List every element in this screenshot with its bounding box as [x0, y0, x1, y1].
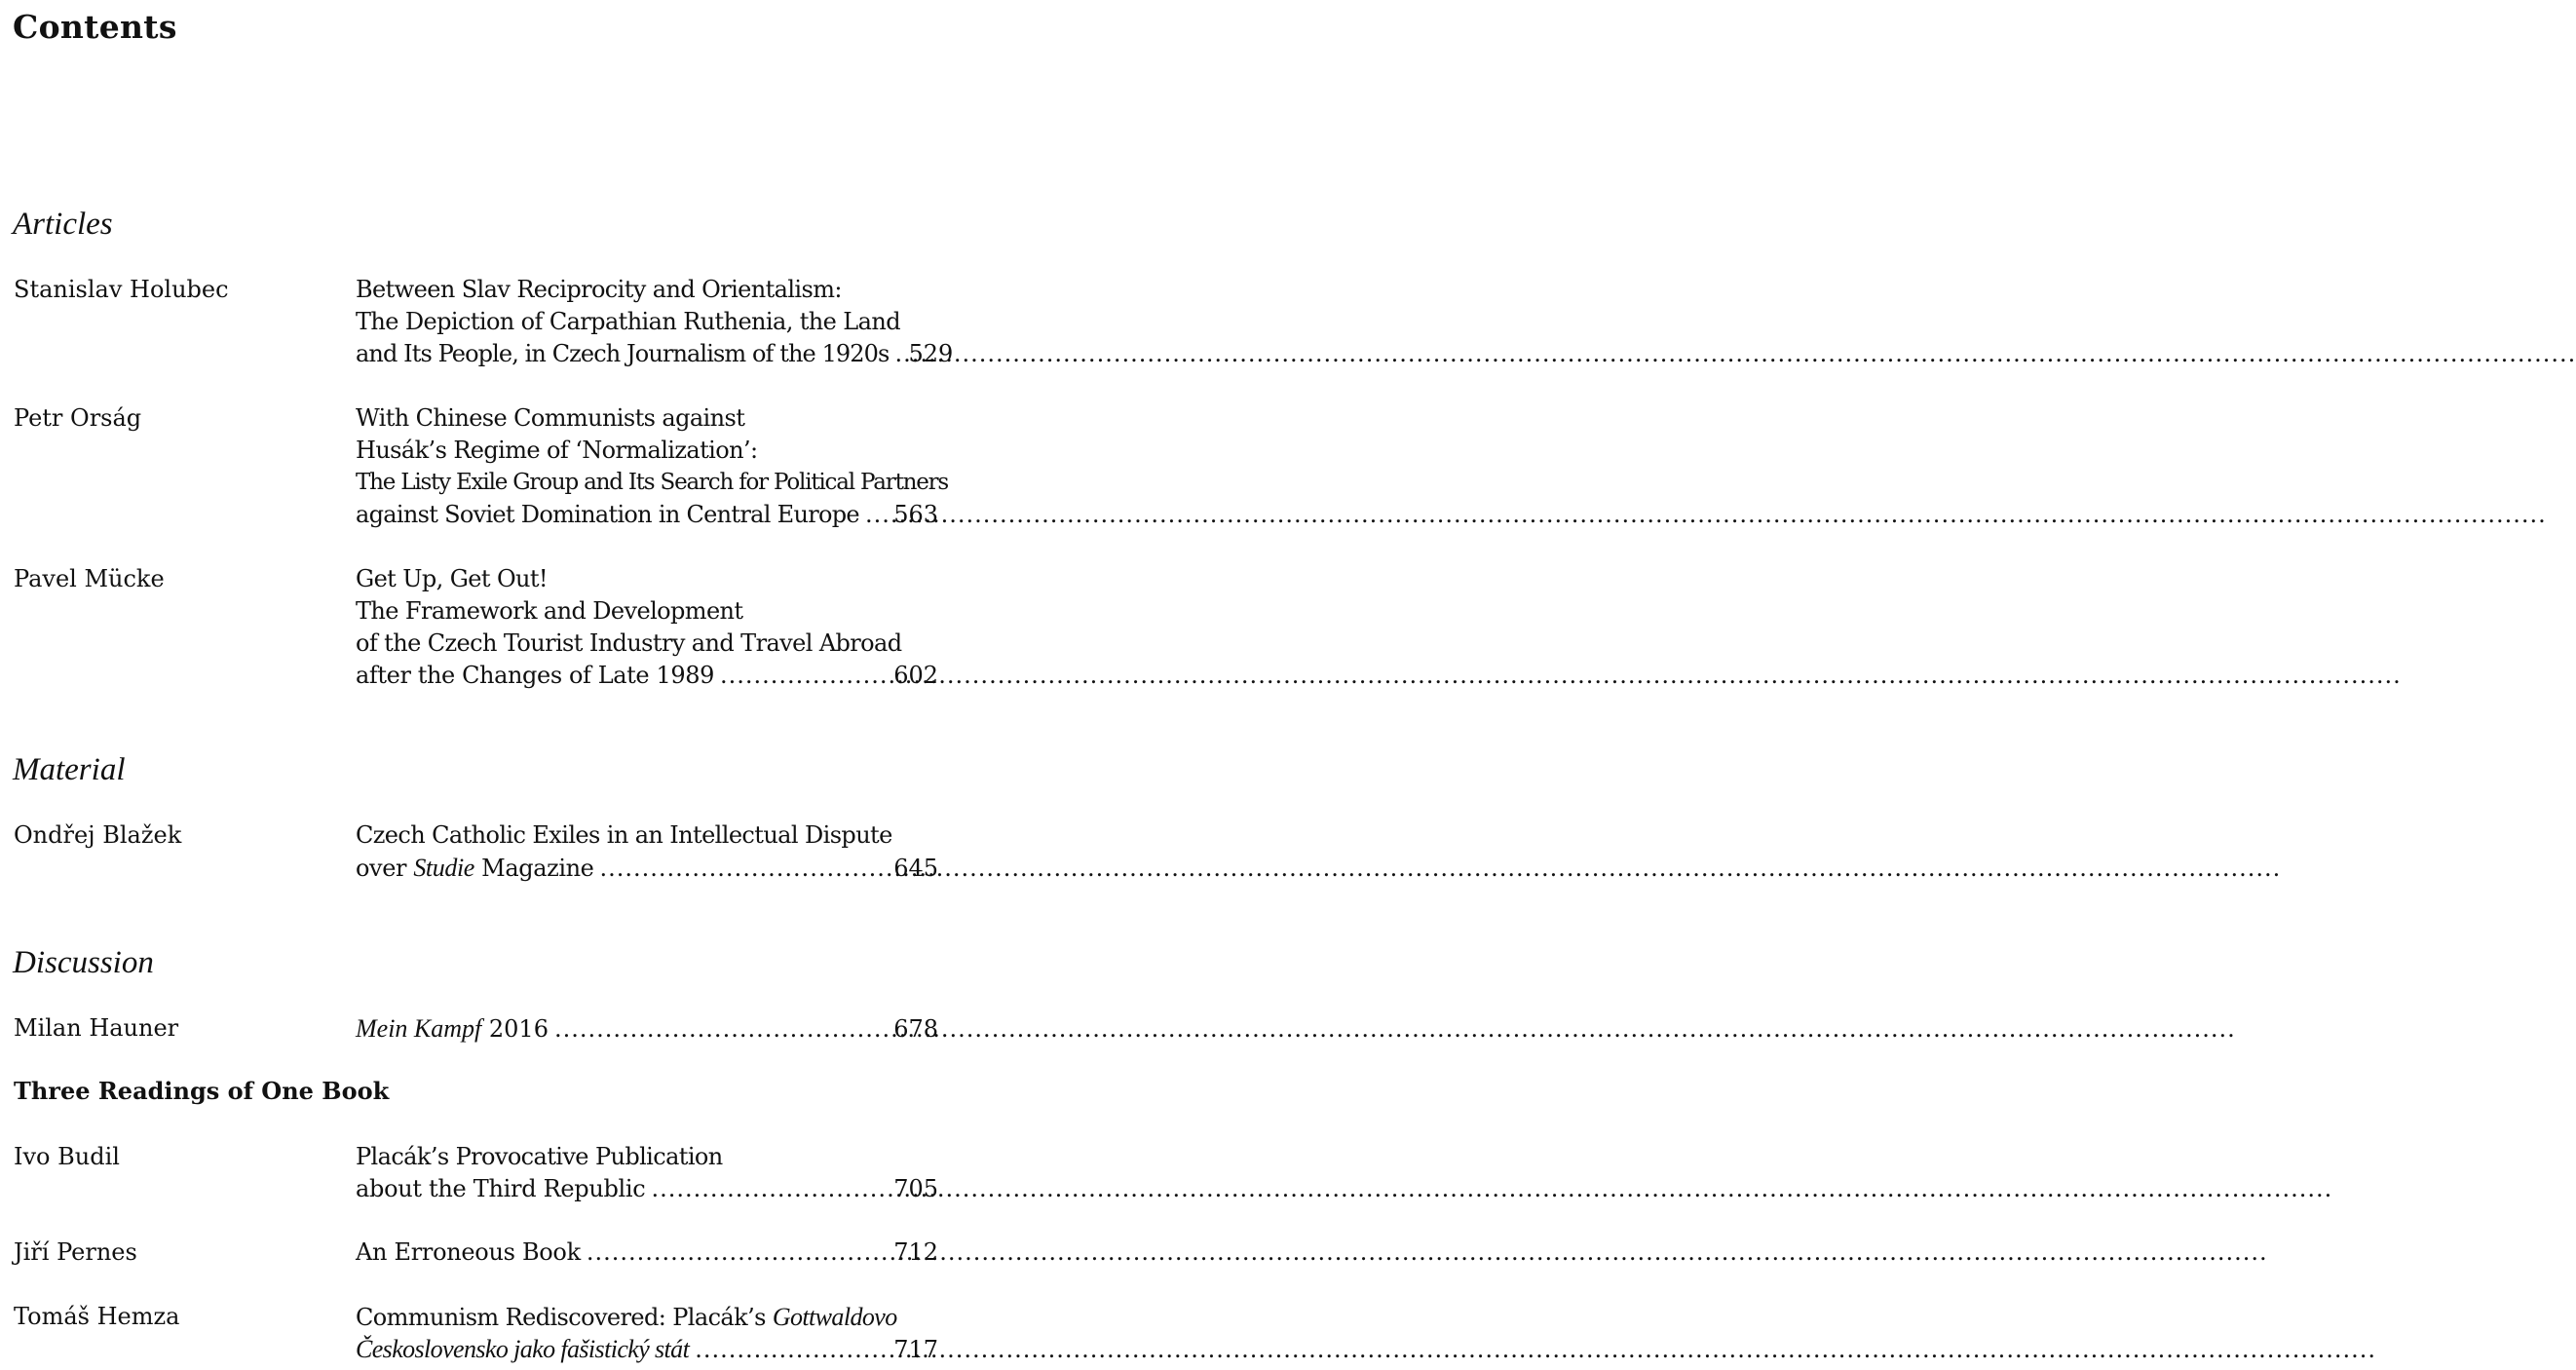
entry-title-italic-part: Mein Kampf [356, 1014, 482, 1043]
entry-title-line: Husák’s Regime of ‘Normalization’: [356, 437, 758, 464]
entry-author: Ondřej Blažek [14, 821, 182, 849]
entry-title-line: With Chinese Communists against [356, 404, 745, 432]
entry-title [356, 274, 954, 370]
entry-title-italic-part: Gottwaldovo [772, 1303, 897, 1331]
entry-title-line: after the Changes of Late 1989 [356, 662, 714, 689]
entry-title-last-line [356, 1173, 938, 1205]
section-heading-material: Material [13, 752, 126, 787]
dot-leader [554, 1013, 890, 1046]
entry-title [356, 819, 938, 884]
dot-leader [695, 1334, 890, 1366]
page-number: 563 [893, 501, 938, 528]
page-number: 712 [893, 1238, 938, 1266]
entry-title-text [356, 852, 594, 885]
entry-title-line: Czech Catholic Exiles in an Intellectual Dispute [356, 821, 892, 849]
dot-leader [600, 853, 890, 885]
entry-title-last-line [356, 338, 954, 370]
entry-title-line: The Listy Exile Group and Its Search for Political Partners [356, 470, 949, 495]
entry-author: Ivo Budil [14, 1143, 120, 1170]
entry-title-part: 2016 [481, 1015, 549, 1043]
entry-title-part: over [356, 855, 414, 882]
entry-title-last-line [356, 1237, 938, 1269]
section-heading-articles: Articles [13, 207, 113, 242]
entry-title-last-line [356, 1333, 938, 1365]
entry-title-last-line [356, 499, 938, 531]
entry-author: Pavel Mücke [14, 565, 165, 592]
entry-title-line: against Soviet Domination in Central Europe [356, 501, 859, 528]
entry-title [356, 1141, 938, 1205]
entry-author: Milan Hauner [14, 1014, 179, 1042]
page-number: 602 [893, 662, 938, 689]
entry-title-italic-part: Československo jako fašistický stát [356, 1335, 690, 1363]
entry-title-last-line [356, 660, 938, 692]
section-heading-discussion: Discussion [13, 945, 154, 980]
entry-title-line: Between Slav Reciprocity and Orientalism: [356, 276, 842, 303]
entry-title [356, 1237, 938, 1269]
entry-title-line: and Its People, in Czech Journalism of the 1920s [356, 340, 890, 367]
entry-title-line: An Erroneous Book [356, 1238, 581, 1266]
entry-title-line: Placák’s Provocative Publication [356, 1143, 723, 1170]
dot-leader [651, 1173, 890, 1205]
entry-title-line: The Depiction of Carpathian Ruthenia, the Land [356, 308, 900, 335]
entry-author: Jiří Pernes [14, 1238, 137, 1266]
entry-title [356, 563, 938, 692]
subsection-heading-three-readings: Three Readings of One Book [14, 1077, 390, 1105]
entry-title-line: of the Czech Tourist Industry and Travel Abroad [356, 629, 902, 657]
entry-title-line: The Framework and Development [356, 597, 743, 625]
entry-title [356, 402, 949, 531]
page-number: 529 [908, 340, 954, 367]
page-number: 705 [893, 1175, 938, 1202]
entry-title-part: Communism Rediscovered: Placák’s [356, 1304, 773, 1331]
page-number: 645 [893, 855, 938, 882]
dot-leader [894, 338, 904, 370]
dot-leader [865, 499, 890, 531]
entry-author: Petr Orság [14, 404, 142, 432]
entry-author: Tomáš Hemza [14, 1303, 180, 1330]
entry-title [356, 1012, 938, 1045]
entry-title-line: about the Third Republic [356, 1175, 646, 1202]
entry-title-last-line [356, 852, 938, 884]
entry-title-text [356, 1012, 549, 1046]
entry-title-last-line [356, 1012, 938, 1045]
dot-leader [587, 1237, 890, 1269]
dot-leader [720, 660, 890, 692]
page-number: 717 [893, 1336, 938, 1363]
entry-author: Stanislav Holubec [14, 276, 229, 303]
entry-title [356, 1301, 938, 1365]
entry-title-line: Get Up, Get Out! [356, 565, 548, 592]
page-number: 678 [893, 1015, 938, 1043]
entry-title-part: Magazine [474, 855, 594, 882]
entry-title-italic-part: Studie [413, 854, 474, 882]
entry-title-line [356, 1301, 938, 1333]
page-title: Contents [13, 8, 177, 46]
